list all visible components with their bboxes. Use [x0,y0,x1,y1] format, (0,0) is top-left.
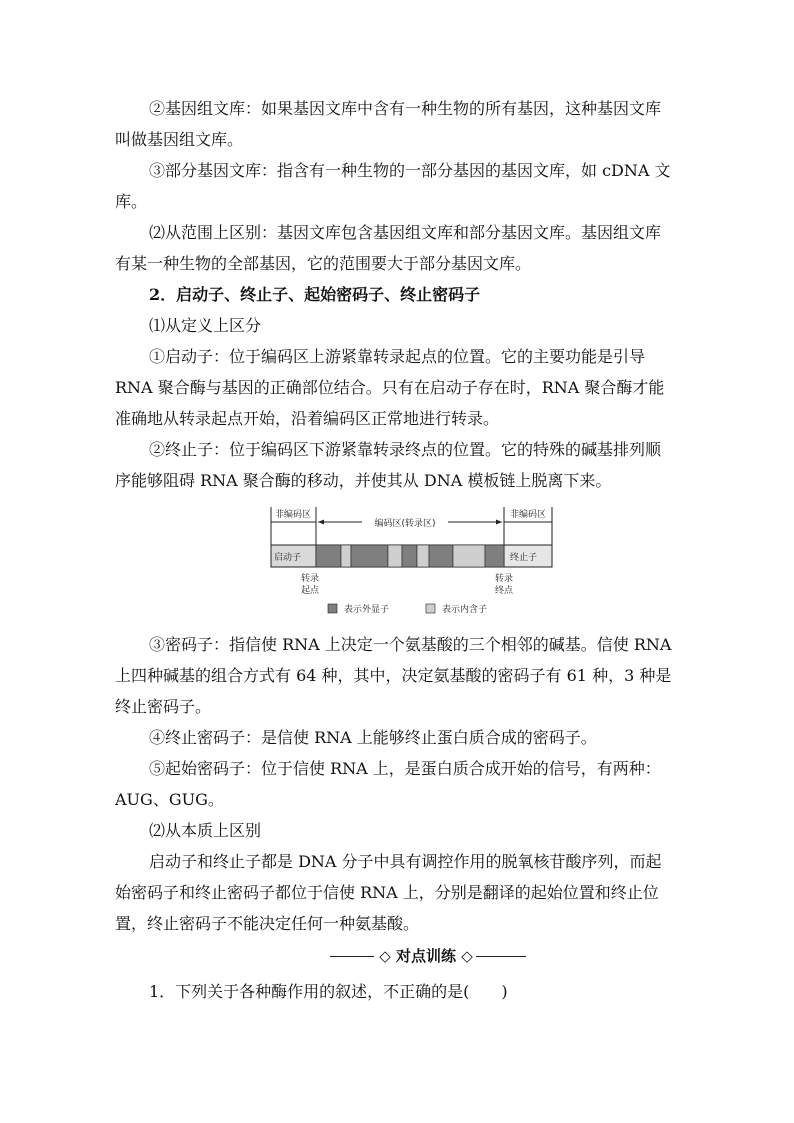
legend-exon-swatch [328,604,337,613]
exon-segment [351,545,388,567]
label-terminator: 终止子 [510,553,538,563]
exon-segment [429,545,453,567]
label-noncoding-right: 非编码区 [509,510,547,520]
section-divider [330,945,526,967]
exon-segment [485,545,504,567]
intron-segment [341,545,351,567]
divider-line-left [330,956,374,957]
paragraph-stop-codon: ④终止密码子：是信使 RNA 上能够终止蛋白质合成的密码子。 [149,728,597,747]
divider-line-right [476,956,526,957]
paragraph-start-codon: ⑤起始密码子：位于信使 RNA 上，是蛋白质合成开始的信号，有两种：AUG、GUG。 [115,759,661,809]
paragraph-partial-library: ③部分基因文库：指含有一种生物的一部分基因的基因文库，如 cDNA 文库。 [115,161,671,211]
label-promoter: 启动子 [274,553,302,563]
paragraph-promoter: ①启动子：位于编码区上游紧靠转录起点的位置。它的主要功能是引导 RNA 聚合酶与基因的正确部位结合。只有在启动子存在时，RNA 聚合酶才能准确地从转录起点开始，沿着编码区正常地进行转录。 [115,347,665,428]
label-coding-region: 编码区(转录区) [374,519,436,529]
legend-intron-swatch [426,604,435,613]
paragraph-codon: ③密码子：指信使 RNA 上决定一个氨基酸的三个相邻的碱基。信使 RNA 上四种碱基的组合方式有 64 种，其中，决定氨基酸的密码子有 61 种，3 种是终止密码子。 [115,635,672,716]
section-heading-2: 2．启动子、终止子、起始密码子、终止密码子 [149,285,481,304]
paragraph-scope-difference: ⑵从范围上区别：基因文库包含基因组文库和部分基因文库。基因组文库有某一种生物的全部基因，它的范围要大于部分基因文库。 [115,223,662,273]
exon-intron-segments [316,545,504,567]
intron-segment [388,545,402,567]
paragraph-genomic-library: ②基因组文库：如果基因文库中含有一种生物的所有基因，这种基因文库叫做基因组文库。 [115,99,662,149]
label-noncoding-left: 非编码区 [274,510,312,520]
paragraph-terminator: ②终止子：位于编码区下游紧靠转录终点的位置。它的特殊的碱基排列顺序能够阻碍 RNA 聚合酶的移动，并使其从 DNA 模板链上脱离下来。 [115,440,662,490]
label-start-2: 起点 [300,586,320,596]
question-1: 1．下列关于各种酶作用的叙述，不正确的是( ) [149,982,508,1001]
paragraph-essence: 启动子和终止子都是 DNA 分子中具有调控作用的脱氧核苷酸序列，而起始密码子和终止密码子都位于信使 RNA 上，分别是翻译的起始位置和终止位置，终止密码子不能决定任何一种氨基酸。 [115,852,662,933]
intron-segment [453,545,485,567]
legend-intron-label: 表示内含子 [442,605,488,615]
label-start-1: 转录 [300,574,320,584]
label-end-2: 终点 [494,586,514,596]
section-title: ◇ 对点训练 ◇ [379,947,473,965]
legend-exon-label: 表示外显子 [344,605,390,615]
exon-segment [316,545,341,567]
gene-structure-diagram [270,505,555,620]
intron-segment [417,545,429,567]
exon-segment [402,545,417,567]
subheading-essence: ⑵从本质上区别 [149,821,262,840]
label-end-1: 转录 [494,574,514,584]
subheading-definition: ⑴从定义上区分 [149,316,262,335]
